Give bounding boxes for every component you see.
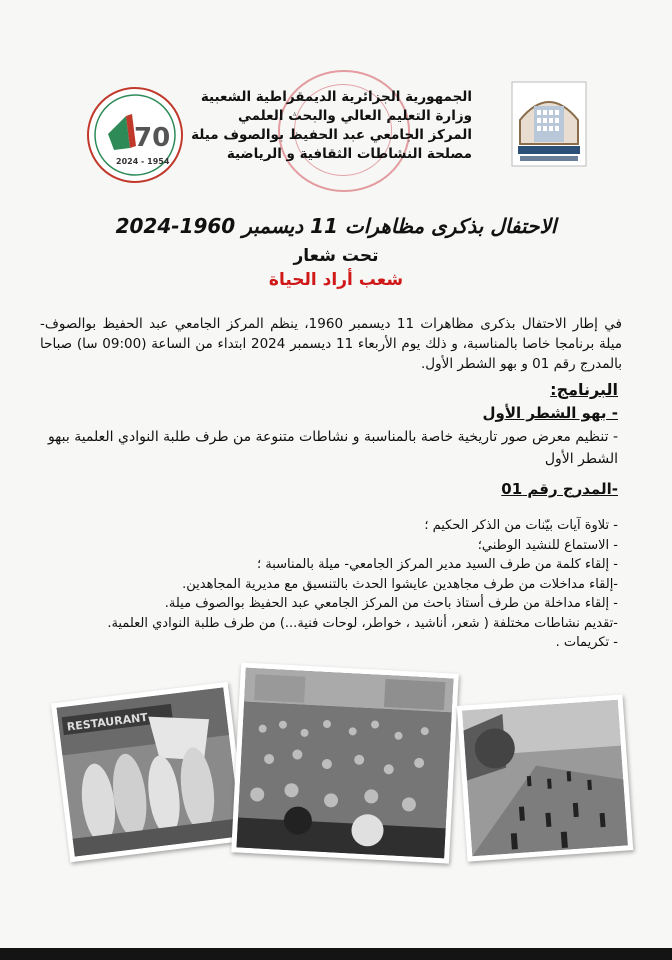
event-title: الاحتفال بذكرى مظاهرات 11 ديسمبر 1960-2024 [115,214,557,238]
header-line-university: المركز الجامعي عبد الحفيظ بوالصوف ميلة [191,127,472,143]
logo-years: 2024 - 1954 [116,157,170,166]
list-item: - إلقاء مداخلة من طرف أستاذ باحث من المركز الجامعي عبد الحفيظ بوالصوف ميلة. [164,596,618,611]
list-item: - إلقاء كلمة من طرف السيد مدير المركز الجامعي- ميلة بالمناسبة ؛ [256,557,618,572]
header-line-ministry: وزارة التعليم العالي والبحث العلمي [237,108,472,124]
anniversary-70-logo [86,86,184,184]
intro-paragraph: في إطار الاحتفال بذكرى مظاهرات 11 ديسمبر 1960، ينظم المركز الجامعي عبد الحفيظ بوالصوف- ميلة برنامجا خاصا بالمناسبة، و ذلك يوم الأربعاء 11 ديسمبر 2024 ابتداء من الساعة (09:00 سا) صباحا بالمدرج رقم 01 و بهو الشطر الأول. [40,316,623,372]
historic-photo-crowd [231,662,459,863]
section-hall-title: - بهو الشطر الأول [482,404,618,422]
historic-photo-street [457,694,633,861]
historic-photo-women-flags [51,682,247,863]
section-amphitheater-title: -المدرج رقم 01 [501,480,618,498]
list-item: - تلاوة آيات بيّنات من الذكر الحكيم ؛ [424,518,618,533]
university-logo [510,80,588,168]
header-line-republic: الجمهورية الجزائرية الديمقراطية الشعبية [200,89,472,105]
list-item: -إلقاء مداخلات من طرف مجاهدين عايشوا الحدث بالتنسيق مع مديرية المجاهدين. [182,576,618,592]
program-heading: البرنامج: [550,380,618,399]
section-hall-text: - تنظيم معرض صور تاريخية خاصة بالمناسبة و نشاطات متنوعة من طرف طلبة النوادي العلمية ببهو الشطر الأول [47,429,618,467]
program-list [58,516,618,653]
slogan-intro: تحت شعار [293,246,379,266]
list-item: -تقديم نشاطات مختلفة ( شعر، أناشيد ، خواطر، لوحات فنية...) من طرف طلبة النوادي العلمية. [107,615,618,631]
institution-header [172,88,472,164]
logo-number: 70 [134,123,171,153]
list-item: - تكريمات . [555,635,618,650]
restaurant-sign: RESTAURANT [66,710,149,734]
bottom-bar [0,948,672,960]
list-item: - الاستماع للنشيد الوطني؛ [477,537,618,553]
header-line-service: مصلحة النشاطات الثقافية و الرياضية [226,146,472,162]
slogan-text: شعب أراد الحياة [268,270,404,290]
